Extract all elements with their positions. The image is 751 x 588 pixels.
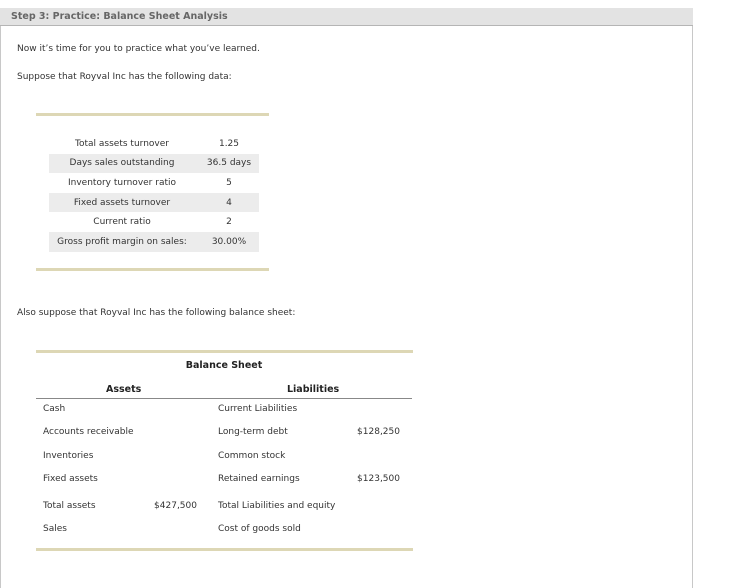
ratio-row: [49, 134, 259, 154]
ratio-row: [49, 232, 259, 252]
liability-value-long-term-debt: $128,250: [357, 427, 400, 437]
ratio-label: Current ratio: [93, 217, 151, 228]
ratio-label: Total assets turnover: [75, 138, 169, 149]
asset-label-fixed-assets: Fixed assets: [43, 474, 98, 484]
ratio-label: Days sales outstanding: [49, 154, 195, 174]
ratio-row: [49, 154, 259, 174]
ratio-value: 2: [226, 217, 232, 228]
ratios-bottom-rule: [36, 268, 269, 271]
intro-text: Now it’s time for you to practice what you’ve learned.: [17, 44, 260, 54]
asset-label-cash: Cash: [43, 404, 66, 414]
ratio-row: [49, 173, 259, 193]
liability-label-total-liabilities-equity: Total Liabilities and equity: [218, 501, 336, 511]
liability-label-cost-of-goods-sold: Cost of goods sold: [218, 524, 301, 534]
ratio-value: 30.00%: [195, 232, 259, 252]
step-header: Step 3: Practice: Balance Sheet Analysis: [0, 8, 693, 26]
ratio-value: 1.25: [218, 138, 240, 149]
assets-header: Assets: [106, 384, 142, 395]
ratio-value: 5: [226, 177, 232, 188]
asset-value-total-assets: $427,500: [154, 501, 197, 511]
ratio-label: Inventory turnover ratio: [67, 177, 176, 188]
ratio-value: 36.5 days: [195, 154, 259, 174]
liability-value-retained-earnings: $123,500: [357, 474, 400, 484]
asset-label-sales: Sales: [43, 524, 67, 534]
liability-label-current-liabilities: Current Liabilities: [218, 404, 298, 414]
ratio-value: 4: [195, 193, 259, 213]
asset-label-accounts-receivable: Accounts receivable: [43, 427, 134, 437]
liability-label-long-term-debt: Long-term debt: [218, 427, 288, 437]
balance-sheet-header-rule: [36, 398, 412, 399]
ratio-row: [49, 193, 259, 213]
data-intro-text: Suppose that Royval Inc has the following data:: [17, 72, 232, 82]
liabilities-header: Liabilities: [287, 384, 340, 395]
asset-label-total-assets: Total assets: [43, 501, 96, 511]
balance-sheet-title: Balance Sheet: [185, 360, 263, 371]
ratio-label: Gross profit margin on sales:: [49, 232, 195, 252]
balance-sheet-intro-text: Also suppose that Royval Inc has the following balance sheet:: [17, 308, 296, 318]
liability-label-common-stock: Common stock: [218, 451, 286, 461]
ratios-top-rule: [36, 113, 269, 116]
liability-label-retained-earnings: Retained earnings: [218, 474, 300, 484]
balance-sheet-top-rule: [36, 350, 413, 353]
asset-label-inventories: Inventories: [43, 451, 94, 461]
ratio-label: Fixed assets turnover: [49, 193, 195, 213]
content-frame: [0, 8, 693, 588]
ratio-row: [49, 212, 259, 232]
balance-sheet-bottom-rule: [36, 548, 413, 551]
ratios-table: [49, 134, 259, 252]
